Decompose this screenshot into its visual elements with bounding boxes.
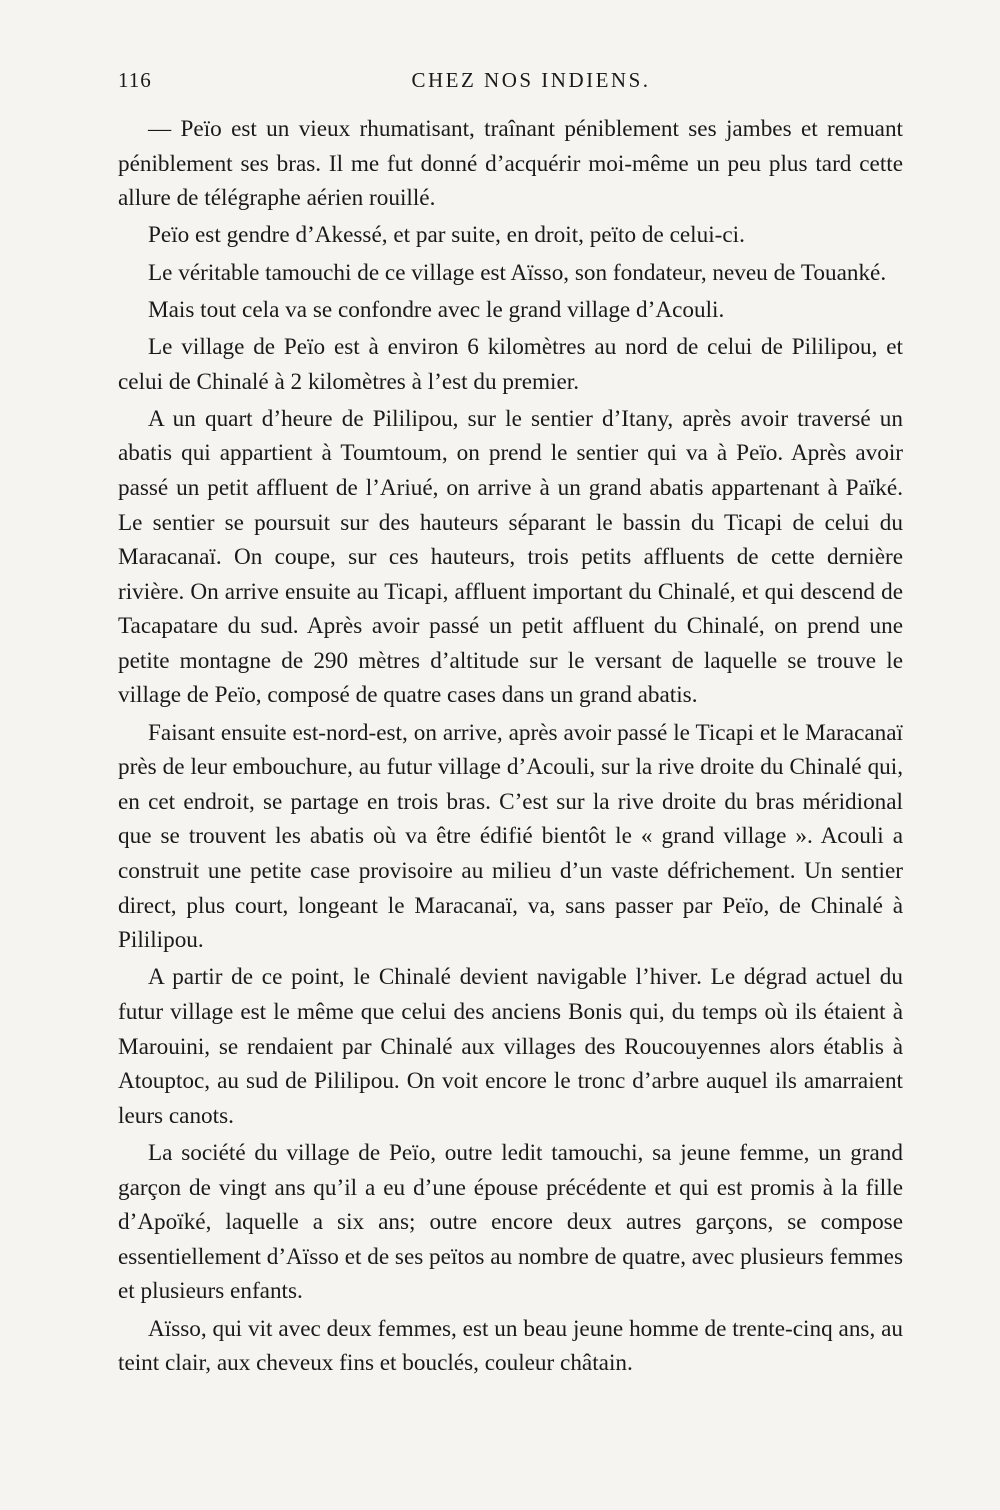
running-title: CHEZ NOS INDIENS. xyxy=(411,68,651,92)
paragraph: Le village de Peïo est à environ 6 kilomètres au nord de celui de Pililipou, et celui de Chinalé à 2 kilomètres à l’est du premier. xyxy=(118,333,903,395)
paragraph: Peïo est gendre d’Akessé, et par suite, en droit, peïto de celui-ci. xyxy=(148,222,745,249)
paragraph: — Peïo est un vieux rhumatisant, traînant péniblement ses jambes et remuant péniblement ses bras. Il me fut donné d’acquérir moi-même un peu plus tard cette allure de télégraphe aérien rouillé. xyxy=(118,116,903,212)
paragraph: A partir de ce point, le Chinalé devient navigable l’hiver. Le dégrad actuel du futur village est le même que celui des anciens Bonis qui, du temps où ils étaient à Marouini, se rendaient par Chinalé aux villages des Roucouyennes alors établis à Atouptoc, au sud de Pililipou. On voit encore le tronc d’arbre auquel ils amarraient leurs canots. xyxy=(118,964,903,1129)
page-number: 116 xyxy=(118,68,152,92)
paragraph: Le véritable tamouchi de ce village est Aïsso, son fondateur, neveu de Touanké. xyxy=(148,259,887,286)
running-head xyxy=(118,68,904,98)
paragraph: Aïsso, qui vit avec deux femmes, est un beau jeune homme de trente-cinq ans, au teint clair, aux cheveux fins et bouclés, couleur châtain. xyxy=(118,1315,903,1377)
paragraph: A un quart d’heure de Pililipou, sur le sentier d’Itany, après avoir traversé un abatis qui appartient à Toumtoum, on prend le sentier qui va à Peïo. Après avoir passé un petit affluent de l’Ariué, on arrive à un grand abatis appartenant à Païké. Le sentier se poursuit sur des hauteurs séparant le bassin du Ticapi de celui du Maracanaï. On coupe, sur ces hauteurs, trois petits affluents de cette dernière rivière. On arrive ensuite au Ticapi, affluent important du Chinalé, et qui descend de Tacapatare du sud. Après avoir passé un petit affluent du Chinalé, on prend une petite montagne de 290 mètres d’altitude sur le versant de laquelle se trouve le village de Peïo, composé de quatre cases dans un grand abatis. xyxy=(118,405,903,709)
paragraph: La société du village de Peïo, outre ledit tamouchi, sa jeune femme, un grand garçon de vingt ans qu’il a eu d’une épouse précédente et qui est promis à la fille d’Apoïké, laquelle a six ans; outre encore deux autres garçons, se compose essentiellement d’Aïsso et de ses peïtos au nombre de quatre, avec plusieurs femmes et plusieurs enfants. xyxy=(118,1139,903,1305)
body-text xyxy=(118,112,903,1383)
paragraph: Faisant ensuite est-nord-est, on arrive, après avoir passé le Ticapi et le Maracanaï près de leur embouchure, au futur village d’Acouli, sur la rive droite du Chinalé qui, en cet endroit, se partage en trois bras. C’est sur la rive droite du bras méridional que se trouvent les abatis où va être édifié bientôt le « grand village ». Acouli a construit une petite case provisoire au milieu d’un vaste défrichement. Un sentier direct, plus court, longeant le Maracanaï, va, sans passer par Peïo, de Chinalé à Pililipou. xyxy=(118,719,903,954)
paragraph: Mais tout cela va se confondre avec le grand village d’Acouli. xyxy=(148,296,725,323)
